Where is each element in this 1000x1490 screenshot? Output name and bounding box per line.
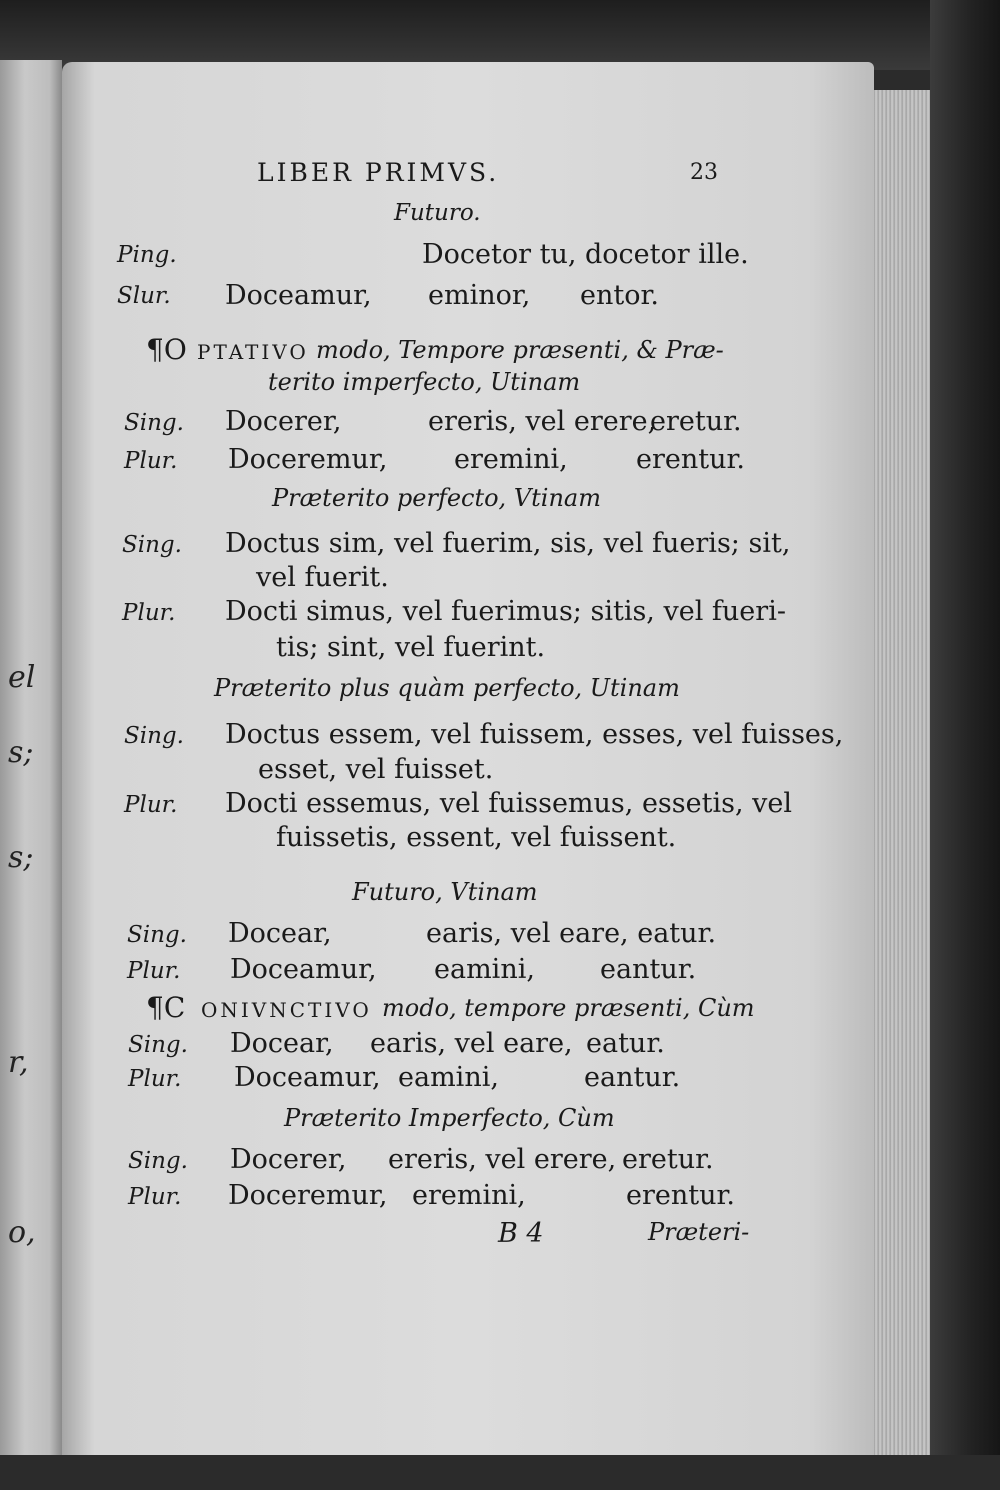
row-cell: entor. (580, 280, 659, 311)
row-label: Sing. (128, 1148, 188, 1174)
row-text: Docti essemus, vel fuissemus, essetis, vel (225, 788, 792, 819)
row-label: Plur. (128, 1184, 182, 1210)
row-text: Doctus sim, vel fuerim, sis, vel fueris; sit, (225, 528, 791, 559)
row-cell: eamini, (398, 1062, 499, 1093)
bottom-shadow (0, 1455, 1000, 1490)
row-cell: Doceamur, (225, 280, 372, 311)
row-cell: eremini, (454, 444, 568, 475)
row-cell: erentur. (636, 444, 746, 475)
left-page-edge (0, 60, 62, 1460)
row-text: Docti simus, vel fuerimus; sitis, vel fueri- (225, 596, 786, 627)
left-fragment: s; (8, 735, 34, 770)
row-label: Plur. (127, 958, 181, 984)
row-cell: Doceamur, (230, 954, 377, 985)
row-label: Sing. (124, 723, 184, 749)
row-cell: Docear, (230, 1028, 334, 1059)
row-label: Sing. (127, 922, 187, 948)
row-cell: Docear, (228, 918, 332, 949)
left-fragment: el (8, 660, 36, 695)
row-cell: eminor, (428, 280, 531, 311)
row-cell: ereris, vel erere, (428, 406, 657, 437)
row-cell: eantur. (584, 1062, 681, 1093)
row-cell: Doceremur, (228, 444, 388, 475)
row-label: Sing. (122, 532, 182, 558)
row-cell: Docerer, (230, 1144, 347, 1175)
row-label: Plur. (128, 1066, 182, 1092)
row-cell: erentur. (626, 1180, 736, 1211)
row-text: Doctus essem, vel fuissem, esses, vel fuisses, (225, 719, 844, 750)
row-label: Plur. (124, 792, 178, 818)
row-cell: earis, vel eare, eatur. (426, 918, 717, 949)
running-title: LIBER PRIMVS. (257, 158, 500, 187)
row-label: Slur. (117, 283, 171, 309)
book-page (62, 62, 874, 1462)
section-heading: Præterito plus quàm perfecto, Utinam (214, 674, 680, 702)
row-cell: eretur. (622, 1144, 714, 1175)
row-text: fuissetis, essent, vel fuissent. (276, 822, 677, 853)
row-text: vel fuerit. (256, 562, 389, 593)
signature-mark: B 4 (498, 1218, 544, 1249)
row-label: Plur. (124, 448, 178, 474)
row-cell: Docerer, (225, 406, 342, 437)
row-cell: Doceremur, (228, 1180, 388, 1211)
section-heading: Futuro. (394, 200, 481, 226)
row-text: Docetor tu, docetor ille. (422, 239, 749, 270)
pilcrow-initial: ¶O (146, 333, 187, 366)
row-text: esset, vel fuisset. (258, 754, 494, 785)
section-heading: Præterito perfecto, Vtinam (272, 484, 601, 512)
heading-small-caps: PTATIVO (197, 340, 309, 364)
top-edge-shadow (0, 0, 1000, 70)
heading-small-caps: ONIVNCTIVO (201, 998, 372, 1022)
left-fragment: r, (8, 1045, 29, 1080)
row-cell: eamini, (434, 954, 535, 985)
section-heading: Futuro, Vtinam (352, 878, 538, 906)
row-label: Sing. (124, 410, 184, 436)
row-label: Sing. (128, 1032, 188, 1058)
section-heading: Præterito Imperfecto, Cùm (284, 1104, 615, 1132)
row-cell: eantur. (600, 954, 697, 985)
section-heading: terito imperfecto, Utinam (268, 368, 581, 396)
row-label: Ping. (117, 242, 177, 268)
row-cell: eatur. (586, 1028, 665, 1059)
row-label: Plur. (122, 600, 176, 626)
catchword: Præteri- (648, 1218, 750, 1246)
row-cell: eremini, (412, 1180, 526, 1211)
page-number: 23 (690, 160, 718, 185)
book-cover (930, 0, 1000, 1490)
row-text: tis; sint, vel fuerint. (276, 632, 546, 663)
row-cell: ereris, vel erere, (388, 1144, 617, 1175)
left-fragment: s; (8, 840, 34, 875)
row-cell: earis, vel eare, (370, 1028, 573, 1059)
row-cell: Doceamur, (234, 1062, 381, 1093)
row-cell: eretur. (650, 406, 742, 437)
pilcrow-initial: ¶C (146, 991, 186, 1024)
section-heading: modo, Tempore præsenti, & Præ- (316, 336, 724, 364)
left-fragment: o, (8, 1215, 36, 1250)
section-heading: modo, tempore præsenti, Cùm (382, 994, 755, 1022)
